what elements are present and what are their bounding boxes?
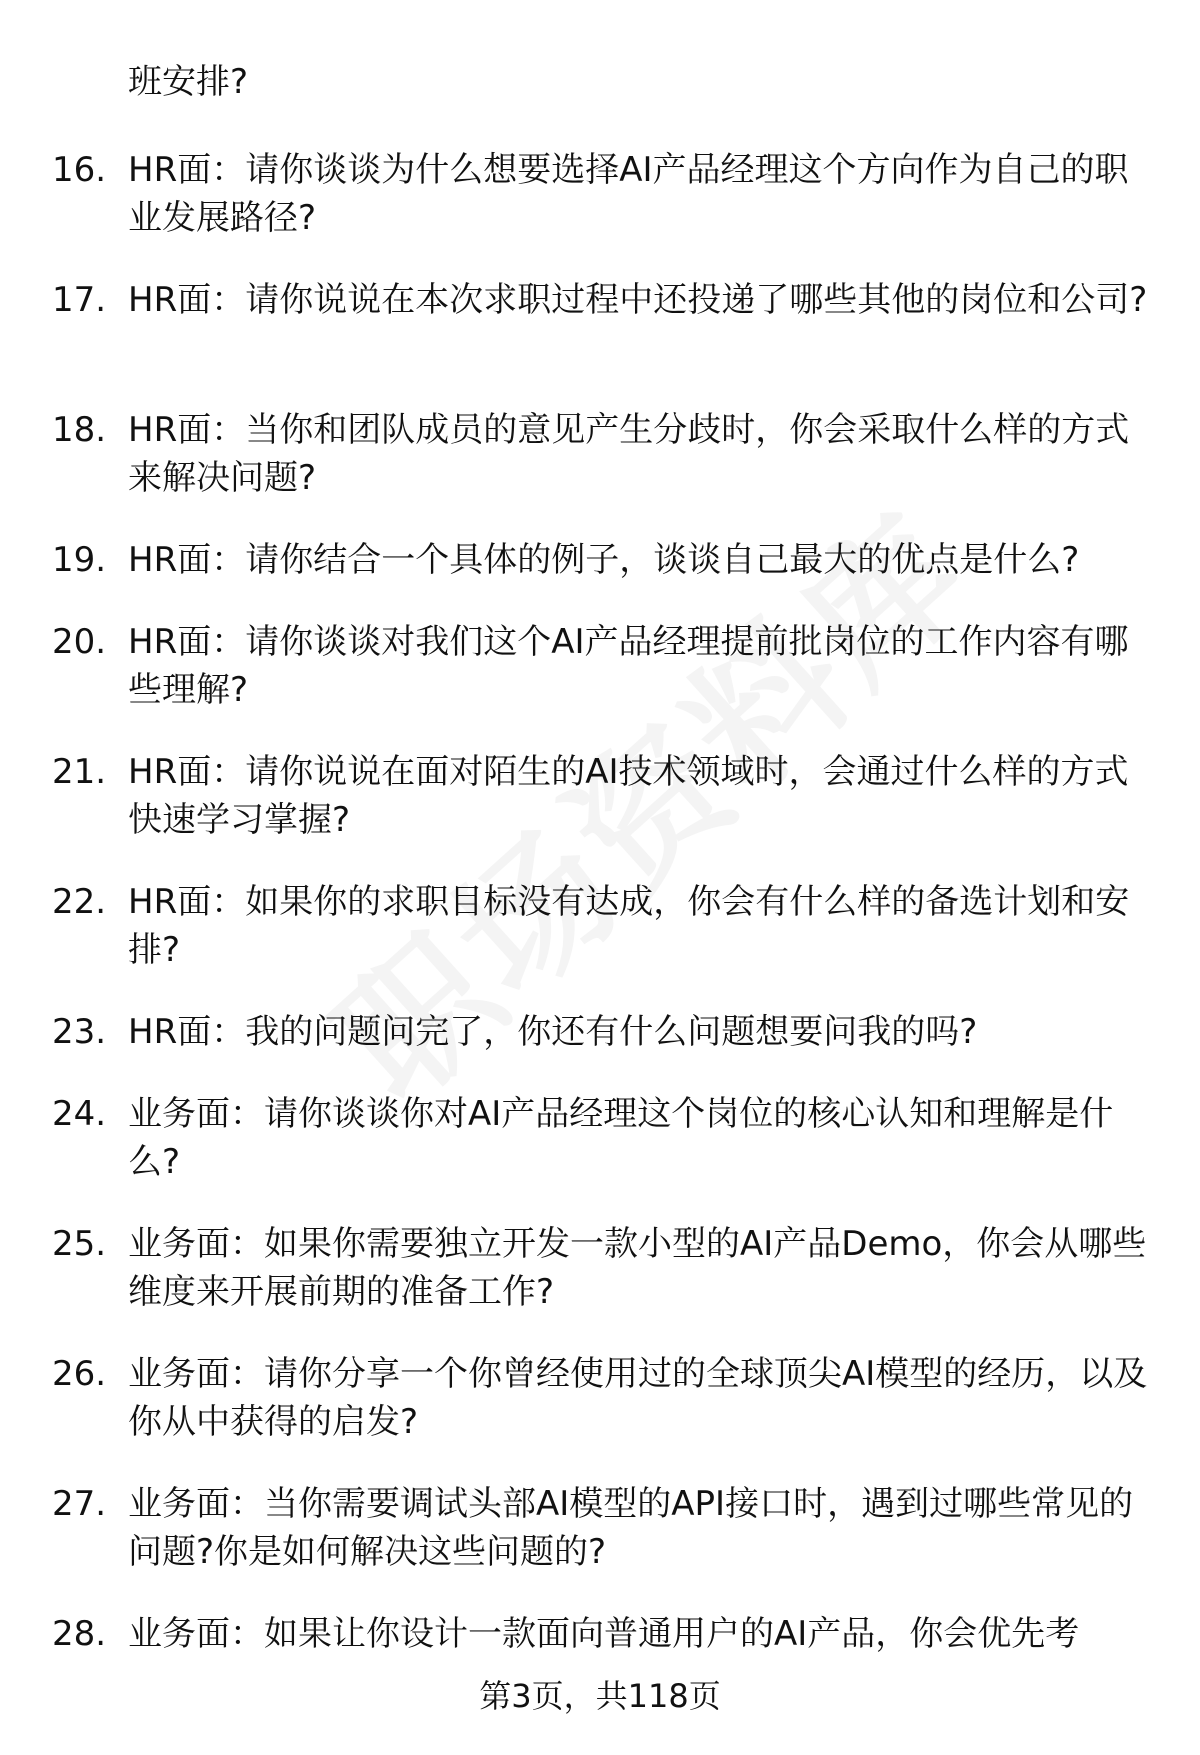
question-number: 28. [52,1614,107,1654]
list-item [0,618,1200,748]
question-text: HR面：请你说说在面对陌生的AI技术领域时，会通过什么样的方式快速学习掌握? [128,752,1129,840]
question-number: 25. [52,1224,107,1264]
list-item [0,748,1200,878]
question-number: 24. [52,1094,107,1134]
list-item [0,1350,1200,1480]
question-text: HR面：请你谈谈对我们这个AI产品经理提前批岗位的工作内容有哪些理解? [128,622,1129,710]
question-text: HR面：我的问题问完了，你还有什么问题想要问我的吗? [128,1012,978,1052]
question-number: 18. [52,410,107,450]
question-number: 23. [52,1012,107,1052]
question-number: 19. [52,540,107,580]
list-item [0,146,1200,276]
page-footer: 第3页，共118页 [479,1677,721,1715]
list-item [0,536,1200,618]
question-text: 业务面：请你谈谈你对AI产品经理这个岗位的核心认知和理解是什么? [128,1094,1114,1182]
question-number: 17. [52,280,107,320]
list-item [0,276,1200,406]
list-item [0,1480,1200,1610]
question-text: HR面：如果你的求职目标没有达成，你会有什么样的备选计划和安排? [128,882,1130,970]
list-item [0,1090,1200,1220]
list-item [0,1008,1200,1090]
continued-question-text: 班安排? [128,62,249,102]
question-text: 业务面：请你分享一个你曾经使用过的全球顶尖AI模型的经历，以及你从中获得的启发? [128,1354,1148,1442]
question-text: HR面：请你说说在本次求职过程中还投递了哪些其他的岗位和公司? [128,280,1148,320]
list-item [0,406,1200,536]
question-number: 21. [52,752,107,792]
question-text: HR面：请你结合一个具体的例子，谈谈自己最大的优点是什么? [128,540,1080,580]
question-number: 20. [52,622,107,662]
question-number: 16. [52,150,107,190]
question-text: 业务面：如果让你设计一款面向普通用户的AI产品，你会优先考 [128,1614,1080,1654]
question-text: 业务面：当你需要调试头部AI模型的API接口时，遇到过哪些常见的问题?你是如何解决这些问题的? [128,1484,1134,1572]
question-number: 27. [52,1484,107,1524]
list-item [0,1220,1200,1350]
question-text: HR面：当你和团队成员的意见产生分歧时，你会采取什么样的方式来解决问题? [128,410,1130,498]
list-item [0,878,1200,1008]
question-text: HR面：请你谈谈为什么想要选择AI产品经理这个方向作为自己的职业发展路径? [128,150,1129,238]
question-list [0,146,1200,1692]
question-number: 26. [52,1354,107,1394]
question-text: 业务面：如果你需要独立开发一款小型的AI产品Demo，你会从哪些维度来开展前期的准备工作? [128,1224,1147,1312]
question-number: 22. [52,882,107,922]
